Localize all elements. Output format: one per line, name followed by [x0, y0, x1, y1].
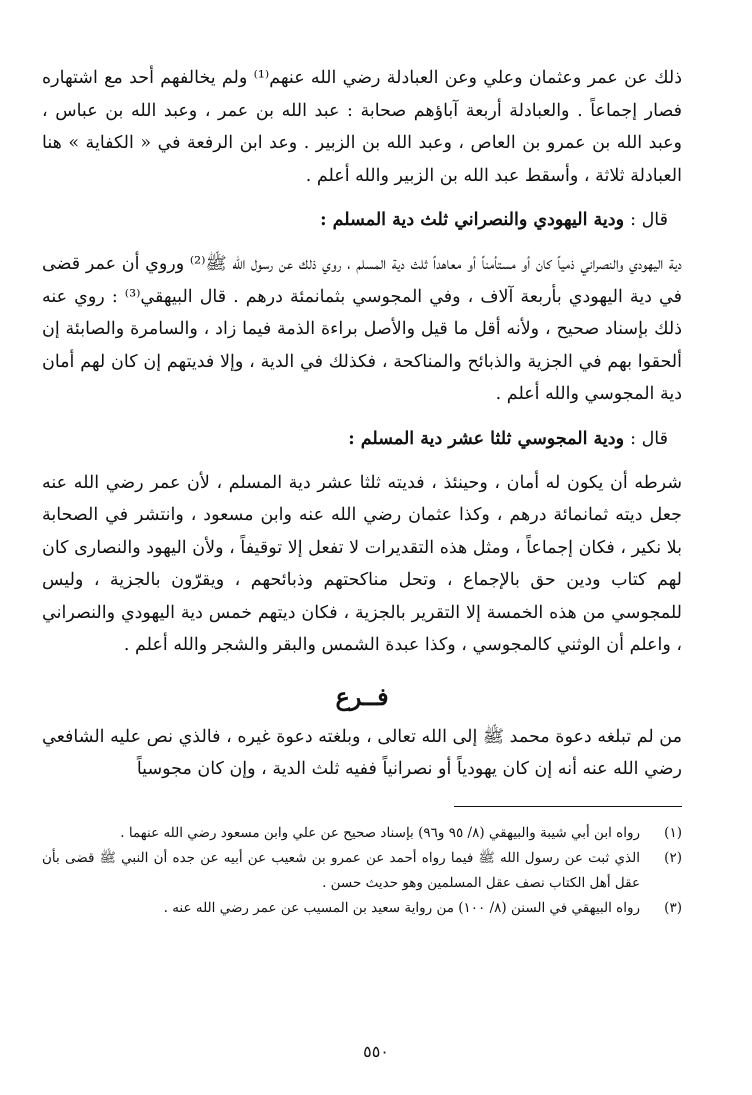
paragraph-1: ذلك عن عمر وعثمان وعلي وعن العبادلة رضي الله عنهم⁽¹⁾ ولم يخالفهم أحد مع اشتهاره فصار إجماعاً . والعبادلة أربعة آباؤهم صحابة : عبد الله بن عمر ، وعبد الله بن عباس ، وعبد الله بن عمرو بن العاص ، وعبد الله بن الزبير . وعد ابن الرفعة في « الكفاية » هنا العبادلة ثلاثة ، وأسقط عبد الله بن الزبير والله أعلم . — [42, 68, 682, 186]
paragraph-2: دية اليهودي والنصراني ذمياً كان أو مستأمناً أو معاهداً ثلث دية المسلم ، روي ذلك عن رسول الله ﷺ⁽²⁾ وروي أن عمر قضى في دية اليهودي بأربعة آلاف ، وفي المجوسي بثمانمئة درهم . قال البيهقي⁽³⁾ : روي عنه ذلك بإسناد صحيح ، ولأنه أقل ما قيل والأصل براءة الذمة فيما زاد ، والسامرة والصابئة إن ألحقوا بهم في الجزية والذبائح والمناكحة ، فكذلك في الدية ، وإلا فديتهم إن كان لهم أمان دية المجوسي والله أعلم . — [42, 254, 682, 404]
heading-text-1: ودية اليهودي والنصراني ثلث دية المسلم : — [320, 210, 625, 230]
footnote-3 — [42, 896, 682, 921]
footnote-2 — [42, 846, 682, 896]
page-number: ٥٥٠ — [363, 1042, 389, 1061]
paragraph-4: من لم تبلغه دعوة محمد ﷺ إلى الله تعالى ، وبلغته دعوة غيره ، فالذي نص عليه الشافعي رضي الله عنه أنه إن كان يهودياً أو نصرانياً ففيه ثلث الدية ، وإن كان مجوسياً — [42, 726, 682, 779]
heading-text-2: ودية المجوسي ثلثا عشر دية المسلم : — [348, 428, 625, 449]
footnote-1 — [42, 821, 682, 846]
footnotes — [42, 821, 682, 921]
footnote-divider — [454, 806, 682, 807]
page-body — [42, 62, 682, 921]
section-title-far: فــرع — [335, 681, 389, 711]
footnote-text: رواه البيهقي في السنن (٨/ ١٠٠) من رواية سعيد بن المسيب عن عمر رضي الله عنه . — [163, 899, 640, 916]
heading-qal-1: قال : — [630, 210, 668, 230]
heading-qal-2: قال : — [630, 428, 668, 449]
footnote-text: رواه ابن أبي شيبة والبيهقي (٨/ ٩٥ و٩٦) بإسناد صحيح عن علي وابن مسعود رضي الله عنهما . — [120, 824, 640, 841]
paragraph-3: شرطه أن يكون له أمان ، وحينئذ ، فديته ثلثا عشر دية المسلم ، لأن عمر رضي الله عنه جعل ديته ثمانمائة درهم ، وكذا عثمان رضي الله عنه وابن مسعود ، وانتشر في الصحابة بلا نكير ، فكان إجماعاً ، ومثل هذه التقديرات لا تفعل إلا توقيفاً ، ولأن اليهود والنصارى كان لهم كتاب ودين حق بالإجماع ، وتحل مناكحتهم وذبائحهم ، ويقرّون بالجزية ، وليس للمجوسي من هذه الخمسة إلا التقرير بالجزية ، فكان ديتهم خمس دية اليهودي والنصراني ، واعلم أن الوثني كالمجوسي ، وكذا عبدة الشمس والبقر والشجر والله أعلم . — [42, 472, 682, 655]
heading-majusi-diya — [42, 423, 668, 455]
footnote-number: (١) — [664, 824, 682, 841]
footnote-text: الذي ثبت عن رسول الله ﷺ فيما رواه أحمد عن عمرو بن شعيب عن أبيه عن جده أن النبي ﷺ قضى بأن عقل أهل الكتاب نصف عقل المسلمين وهو حديث حسن . — [42, 849, 640, 891]
footnote-number: (٣) — [664, 899, 682, 916]
footnote-number: (٢) — [664, 849, 682, 866]
heading-dhimmi-diya — [42, 204, 668, 236]
